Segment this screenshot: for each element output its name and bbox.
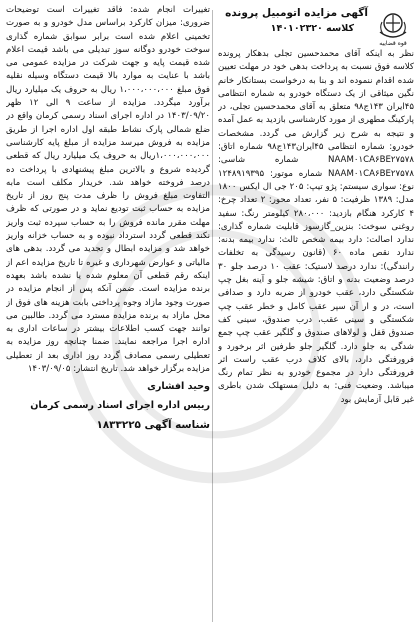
auction-terms: تغییرات انجام شده: فاقد تغییرات است توضیحات ضروری: میزان کارکرد براساس مدل خودرو و به صورت تخمینی اعلام شده است برابر سوابق شماره گذاری سوخت خودرو دوگانه سوز تبدیلی می باشد قیمت اعلام شده قیمت پایه و جهت شرکت در مزایده عمومی می باشد با عنایت به موارد بالا قیمت دستگاه وسیله نقلیه فوق مبلغ ۱،۰۰۰،۰۰۰،۰۰۰ ریال به حروف یک میلیارد ریال برآورد میگردد. مزایده از ساعت ۹ الی ۱۲ ظهر ۱۴۰۳/۰۹/۲۰ در اداره اجرای اسناد رسمی کرمان واقع در ضلع شمالی پارک نشاط طبقه اول اداره اجرا از طریق مزایده به فروش میرسد مزایده از مبلغ پایه کارشناسی ۱،۰۰۰،۰۰۰،۰۰۰ریال به حروف یک میلیارد ریال که قطعی گردیده شروع و بالاترین مبلغ پیشنهادی با پرداخت ده درصد فروخته خواهد شد. خریدار مکلف است مابه التفاوت مبلغ فروش را ظرف مدت پنج روز از تاریخ مزایده به حساب ثبت تودیع نماید و در صورتی که ظرف مهلت مقرر مانده فروش را به حساب سپرده ثبت واریز نکند قطعی گردد استرداد نبوده و به حساب خزانه واریز خواهد شد و مزایده ابطال و تجدید می گردد. بدهی های مالیاتی و عوارض شهرداری و غیره تا تاریخ مزایده اعم از اینکه رقم قطعی آن معلوم شده یا نشده باشد بعهده برنده مزایده است. ضمن آنکه پس از انجام مزایده در صورت وجود مازاد وجوه پرداختی بابت هزینه های فوق از محل مازاد به برنده مزایده مسترد می گردد. طالبین می توانند جهت کسب اطلاعات بیشتر در ساعات اداری به اداره اجرا مراجعه نمایند. ضمنا چنانچه روز مزایده به تعطیلی رسمی مصادف گردد روز اداری بعد از تعطیلی مزایده برگزار خواهد شد. تاریخ انتشار: ۱۴۰۳/۰۹/۰۵ — [6, 5, 210, 375]
ad-identifier: شناسه آگهی ۱۸۳۳۲۲۵ — [96, 419, 210, 432]
notice-title: آگهی مزایده اتومبیل پرونده — [225, 7, 368, 19]
signatory-title: رییس اداره اجرای اسناد رسمی کرمان — [30, 400, 210, 412]
auction-notice — [6, 4, 414, 630]
column-divider — [212, 10, 213, 622]
signatory-name: وحید افشاری — [147, 381, 210, 393]
right-column — [218, 4, 414, 630]
judiciary-emblem-icon — [376, 10, 410, 40]
case-number: کلاسه ۱۴۰۱۰۲۳۲۰ — [270, 23, 354, 34]
left-column — [6, 4, 210, 630]
emblem-caption: قوه قضاییه — [379, 40, 407, 47]
vehicle-description: نظر به اینکه آقای محمدحسین تجلی بدهکار پرونده کلاسه فوق نسبت به پرداخت بدهی خود در مهلت تعیین شده اقدام ننموده اند و بنا به درخواست بستانکار خانم نگین میثاقی از یک دستگاه خودرو به شماره انتظامی ۴۵ایران ۱۴۳ج۹۸ متعلق به آقای محمدحسین تجلی، در پارکینگ مطهری از مورد کارشناسی بازدید به عمل آمده و نتیجه به شرح زیر گزارش می گردد. مشخصات خودرو: شماره انتظامی ۴۵ایران۱۴۳ج۹۸ شماره اتاق: NAAM۰۱CA۶BE۲۷۵۷۸ شماره شاسی: NAAM۰۱CA۶BE۲۷۵۷۸ شماره موتور: ۱۲۴۸۹۱۹۳۹۵ نوع: سواری سیستم: پژو تیپ: ۲۰۵ جی ال ایکس ۱۸۰۰ مدل: ۱۳۸۹ ظرفیت: ۵ نفر، تعداد محور: ۲ تعداد چرخ: ۴ کارکرد هنگام بازدید: ۲۸۰،۰۰۰ کیلومتر رنگ: سفید روغنی سوخت: بنزین_گازسوز قابلیت شماره گذاری: ندارد اصالت: دارد بیمه شخص ثالث: ندارد بیمه بدنه: ندارد نقص ماده ۶۰ (قانون رسیدگی به تخلفات رانندگی): ندارد درصد لاستیک: عقب ۱۰ درصد جلو ۳۰ درصد وضعیت بدنه و اتاق: شیشه جلو و آینه بغل چپ شکستگی دارد، عقب خودرو از ضربه دارد و صدافی است، در و ار آن سپر عقب کامل و خطر عقب چپ شکستگی و سینی عقب، درب صندوق، سینی کف صندوق قفل و لولاهای صندوق و گلگیر عقب چپ جمع شدگی به جلو دارد. گلگیر جلو طرفین اثر برخورد و فرورفتگی دارد، بالای کلاف درب عقب راست اثر فرورفتگی دارد در مجموع خودرو به نظر تمام رنگ میباشد. وضعیت فنی: به دلیل مستهلک شدن باطری غیر قابل آزمایش بود — [218, 49, 414, 405]
notice-header — [218, 4, 414, 48]
